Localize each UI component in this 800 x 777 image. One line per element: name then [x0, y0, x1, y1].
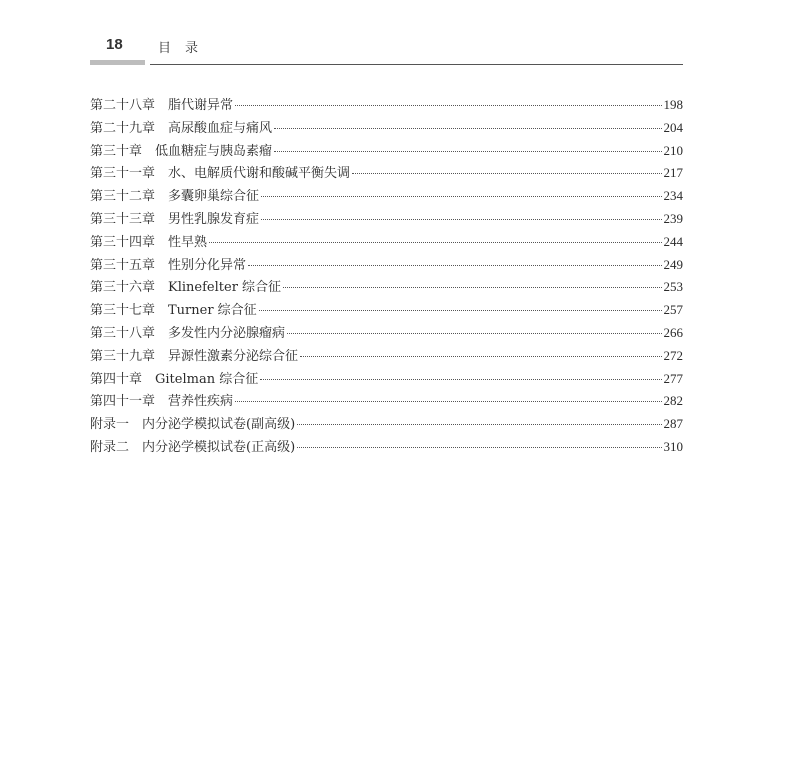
- toc-chapter-number: 第三十九章: [90, 348, 156, 364]
- toc-entry[interactable]: [90, 390, 683, 413]
- toc-dot-leader: [283, 287, 661, 288]
- toc-dot-leader: [261, 219, 661, 220]
- toc-chapter-number: 第三十三章: [90, 211, 156, 227]
- toc-chapter-title: 男性乳腺发育症: [168, 211, 260, 227]
- toc-page-number: 272: [663, 347, 683, 363]
- toc-page-number: 287: [663, 416, 683, 432]
- toc-chapter-number: 第三十一章: [90, 166, 156, 182]
- toc-page-number: 239: [663, 210, 683, 226]
- toc-chapter-title: Turner 综合征: [168, 303, 257, 319]
- toc-entry[interactable]: [90, 322, 683, 345]
- header-rule: [150, 64, 683, 65]
- toc-page-number: 198: [663, 97, 683, 112]
- toc-chapter-title: 异源性激素分泌综合征: [168, 348, 299, 364]
- toc-entry[interactable]: [90, 185, 683, 208]
- toc-dot-leader: [260, 379, 661, 380]
- toc-page-number: 277: [663, 370, 683, 386]
- page-number: 18: [106, 36, 123, 53]
- toc-entry[interactable]: [90, 208, 683, 231]
- toc-entry[interactable]: [90, 140, 683, 163]
- toc-dot-leader: [287, 333, 661, 334]
- toc-entry[interactable]: [90, 345, 683, 368]
- toc-chapter-title: 内分泌学模拟试卷(正高级): [142, 439, 296, 455]
- toc-dot-leader: [209, 242, 661, 243]
- toc-chapter-number: 第三十八章: [90, 325, 156, 341]
- toc-dot-leader: [352, 173, 661, 174]
- toc-page-number: 282: [663, 393, 683, 409]
- toc-chapter-number: 附录一: [90, 417, 130, 433]
- toc-dot-leader: [248, 265, 661, 266]
- toc-page-number: 204: [663, 119, 683, 135]
- toc-chapter-title: 高尿酸血症与痛风: [168, 120, 273, 136]
- toc-page-number: 266: [663, 324, 683, 340]
- toc-page-number: 253: [663, 279, 683, 295]
- toc-chapter-title: Klinefelter 综合征: [168, 280, 282, 296]
- toc-entry[interactable]: [90, 162, 683, 185]
- toc-chapter-title: 性早熟: [168, 234, 208, 250]
- toc-chapter-number: 第三十章: [90, 143, 143, 159]
- toc-entry[interactable]: [90, 94, 683, 117]
- toc-chapter-number: 第三十七章: [90, 303, 156, 319]
- toc-chapter-title: 水、电解质代谢和酸碱平衡失调: [168, 166, 351, 182]
- header-title: 目录: [158, 41, 213, 56]
- toc-dot-leader: [300, 356, 661, 357]
- toc-chapter-title: 多发性内分泌腺瘤病: [168, 325, 286, 341]
- toc-chapter-title: Gitelman 综合征: [155, 371, 259, 387]
- toc-chapter-title: 多囊卵巢综合征: [168, 189, 260, 205]
- toc-chapter-number: 第三十五章: [90, 257, 156, 273]
- toc-chapter-title: 内分泌学模拟试卷(副高级): [142, 417, 296, 433]
- toc-entry[interactable]: [90, 368, 683, 391]
- toc-page-number: 210: [663, 142, 683, 158]
- toc-entry[interactable]: [90, 276, 683, 299]
- toc-chapter-title: 脂代谢异常: [168, 98, 234, 113]
- toc-page-number: 249: [663, 256, 683, 272]
- toc-dot-leader: [235, 401, 661, 402]
- toc-entry[interactable]: [90, 117, 683, 140]
- toc-chapter-number: 第二十八章: [90, 98, 156, 113]
- toc-entry[interactable]: [90, 413, 683, 436]
- page-header: [90, 34, 683, 68]
- toc-page-number: 310: [663, 438, 683, 454]
- toc-page-number: 234: [663, 188, 683, 204]
- toc-page-number: 217: [663, 165, 683, 181]
- toc-chapter-title: 低血糖症与胰岛素瘤: [155, 143, 273, 159]
- toc-dot-leader: [274, 151, 661, 152]
- toc-dot-leader: [235, 105, 661, 106]
- toc-chapter-number: 第四十章: [90, 371, 143, 387]
- toc-dot-leader: [274, 128, 661, 129]
- toc-chapter-title: 性别分化异常: [168, 257, 247, 273]
- toc-entry[interactable]: [90, 231, 683, 254]
- toc-dot-leader: [297, 447, 661, 448]
- toc-chapter-number: 第二十九章: [90, 120, 156, 136]
- toc-entry[interactable]: [90, 436, 683, 459]
- toc-page-number: 244: [663, 233, 683, 249]
- table-of-contents: [90, 94, 683, 459]
- toc-page-number: 257: [663, 302, 683, 318]
- toc-entry[interactable]: [90, 254, 683, 277]
- toc-chapter-number: 附录二: [90, 439, 130, 455]
- toc-chapter-number: 第三十四章: [90, 234, 156, 250]
- toc-dot-leader: [297, 424, 661, 425]
- toc-chapter-number: 第四十一章: [90, 394, 156, 410]
- toc-chapter-title: 营养性疾病: [168, 394, 234, 410]
- toc-entry[interactable]: [90, 299, 683, 322]
- toc-dot-leader: [259, 310, 662, 311]
- header-accent-bar: [90, 60, 145, 65]
- toc-chapter-number: 第三十六章: [90, 280, 156, 296]
- toc-chapter-number: 第三十二章: [90, 189, 156, 205]
- toc-dot-leader: [261, 196, 661, 197]
